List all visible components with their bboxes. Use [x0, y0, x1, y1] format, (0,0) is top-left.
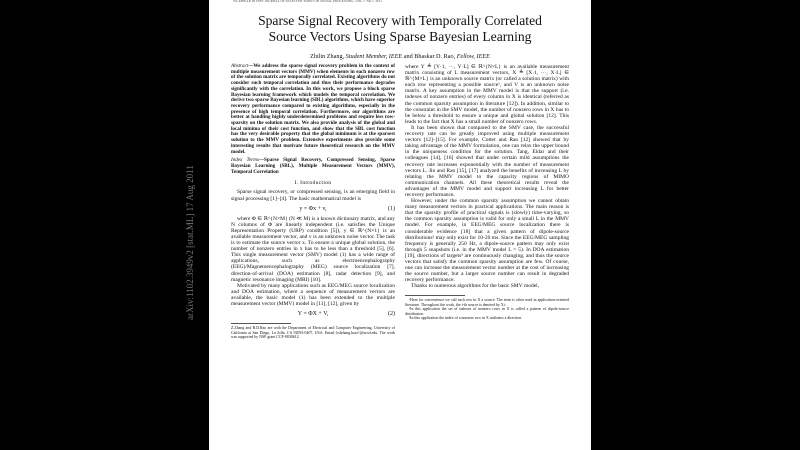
equation-1 — [231, 206, 395, 212]
equation-2-body: Y = ΦX + V, — [297, 311, 329, 318]
equation-1-number: (1) — [388, 205, 395, 212]
abstract-label: Abstract — [231, 63, 249, 69]
title-line-2: Source Vectors Using Sparse Bayesian Learning — [268, 29, 532, 44]
index-terms — [231, 158, 395, 175]
author-1: Zhilin Zhang, — [310, 53, 345, 60]
section-heading: I. Introduction — [294, 180, 332, 187]
footnote-1: ¹Here for convenience we call each row in X a source. The term is often used in application-oriented literature. Throughout the work, the i-th source is denoted by Xi·. — [405, 298, 569, 307]
intro-paragraph-2: where Φ ∈ ℝ^{N×M} (N ≪ M) is a known dictionary matrix, and any N columns of Φ are linearly independent (i.e. satisfies the Unique Representation Property (URP) condition [5]), y ∈ ℝ^{N×1} is an available measurement vector, and v is an unknown noise vector. The task is to estimate the source vector x. To ensure a unique global solution, the number of nonzero entries in x has to be less than a threshold [5], [6]. This single measurement vector (SMV) model (1) has a wide range of applications, such as electroencephalography (EEG)/Magnetoencephalography (MEG) source localization [7], direction-of-arrival (DOA) estimation [8], radar detection [9], and magnetic resonance imaging (MRI) [10]. — [231, 215, 395, 283]
author-2-role: Fellow, IEEE — [456, 53, 490, 60]
intro-paragraph-1: Sparse signal recovery, or compressed sensing, is an emerging field in signal processing [1]–[4]. The basic mathematical model is — [231, 189, 395, 202]
journal-header: TO APPEAR IN IEEE JOURNAL OF SELECTED TOPICS IN SIGNAL PROCESSING, VOL.?, NO.?, 2011 — [233, 0, 383, 3]
right-paragraph-2: It has been shown that compared to the SMV case, the successful recovery rate can be greatly improved using multiple measurement vectors [12]–[15]. For example, Cotter and Rao [12] showed that by taking advantage of the MMV formulation, one can relax the upper bound in the uniqueness condition for the solution. Tang, Eldar and their colleagues [14], [16] showed that under certain mild assumptions the recovery rate increases exponentially with the number of measurement vectors L. Jin and Rao [15], [17] analyzed the benefits of increasing L by relating the MMV model to the capacity regions of MIMO communication channels. All these theoretical results reveal the advantages of the MMV model and support increasing L for better recovery performance. — [405, 124, 569, 198]
paper-page — [185, 0, 591, 450]
index-terms-text: —Sparse Signal Recovery, Compressed Sensing, Sparse Bayesian Learning (SBL), Multiple Measurement Vectors (MMV), Temporal Correlation — [231, 157, 396, 175]
equation-2 — [231, 311, 395, 317]
affiliation-footnote: Z.Zhang and B.D.Rao are with the Department of Electrical and Computer Engineering, University of California at San Diego, La Jolla, CA 92093-0407, USA. Email:{z4zhang,brao}@ucsd.edu. The work was supported by NSF grant CCF-0830612. — [231, 326, 395, 340]
right-footnotes — [405, 298, 569, 321]
title-line-1: Sparse Signal Recovery with Temporally Correlated — [258, 13, 542, 28]
arxiv-identifier: arXiv:1102.3949v2 [stat.ML] 17 Aug 2011 — [185, 165, 195, 320]
author-1-role: Student Member, IEEE — [345, 53, 403, 60]
right-paragraph-3: However, under the common sparsity assumption we cannot obtain many measurement vectors in practical applications. The main reason is that the sparsity profile of practical signals is (slowly) time-varying, so the common sparsity assumption is valid for only a small L in the MMV model. For example, in EEG/MEG source localization there is considerable evidence [18] that a given pattern of dipole-source distributions² may only exist for 10-20 ms. Since the EEG/MEG sampling frequency is generally 250 Hz, a dipole-source pattern may only exist through 5 snapshots (i.e. in the MMV model L = 5). In DOA estimation [19], directions of targets³ are continuously changing, and thus the source vectors that satisfy the common sparsity assumption are few. Of course, one can increase the measurement vector number at the cost of increasing the source number, but a larger source number can result in degraded recovery performance. — [405, 198, 569, 284]
right-paragraph-4: Thanks to numerous algorithms for the basic SMV model, — [411, 283, 540, 290]
right-column — [405, 64, 569, 321]
abstract-text: —We address the sparse signal recovery problem in the context of multiple measurement vectors (MMV) when elements in each nonzero row of the solution matrix are temporally correlated. Existing algorithms do not consider such temporal correlation and thus their performance degrades significantly with the correlation. In this work, we propose a block sparse Bayesian learning framework which models the temporal correlation. We derive two sparse Bayesian learning (SBL) algorithms, which have superior recovery performance compared to existing algorithms, especially in the presence of high temporal correlation. Furthermore, our algorithms are better at handling highly underdetermined problems and require less row-sparsity on the solution matrix. We also provide analysis of the global and local minima of their cost function, and show that the SBL cost function has the very desirable property that the global minimum is at the sparsest solution to the MMV problem. Extensive experiments also provide some interesting results that motivate future theoretical research on the MMV model. — [231, 63, 395, 155]
footnote-divider — [405, 295, 465, 296]
equation-1-body: y = Φx + v, — [299, 205, 327, 212]
author-2: and Bhaskar D. Rao, — [403, 53, 456, 60]
author-line — [209, 53, 591, 60]
footnote-2: ²In this application the set of indexes of nonzero rows in X is called a pattern of dipole-source distribution. — [405, 307, 569, 316]
footnote-3: ³In this application the index of a nonzero row in X indicates a direction. — [409, 316, 523, 321]
footnote-divider — [231, 323, 291, 324]
equation-2-number: (2) — [388, 311, 395, 318]
abstract — [231, 64, 395, 155]
right-paragraph-1: where Y ≜ [Y·1, ···, Y·L] ∈ ℝ^{N×L} is an available measurement matrix consisting of L measurement vectors, X ≜ [X·1, ···, X·L] ∈ ℝ^{M×L} is an unknown source matrix (or called a solution matrix) with each row representing a possible source¹, and V is an unknown noise matrix. A key assumption in the MMV model is that the support (i.e. indexes of nonzero entries) of every column in X is identical (referred as the common sparsity assumption in literature [12]). In addition, similar to the constraint in the SMV model, the number of nonzero rows in X has to be below a threshold to ensure a unique and global solution [12]. This leads to the fact that X has a small number of nonzero rows. — [405, 64, 569, 125]
left-column — [231, 64, 395, 340]
intro-paragraph-3: Motivated by many applications such as EEG/MEG source localization and DOA estimation, where a sequence of measurement vectors are available, the basic model (1) has been extended to the multiple measurement vector (MMV) model in [11], [12], given by — [231, 282, 395, 308]
index-terms-label: Index Terms — [231, 157, 259, 164]
